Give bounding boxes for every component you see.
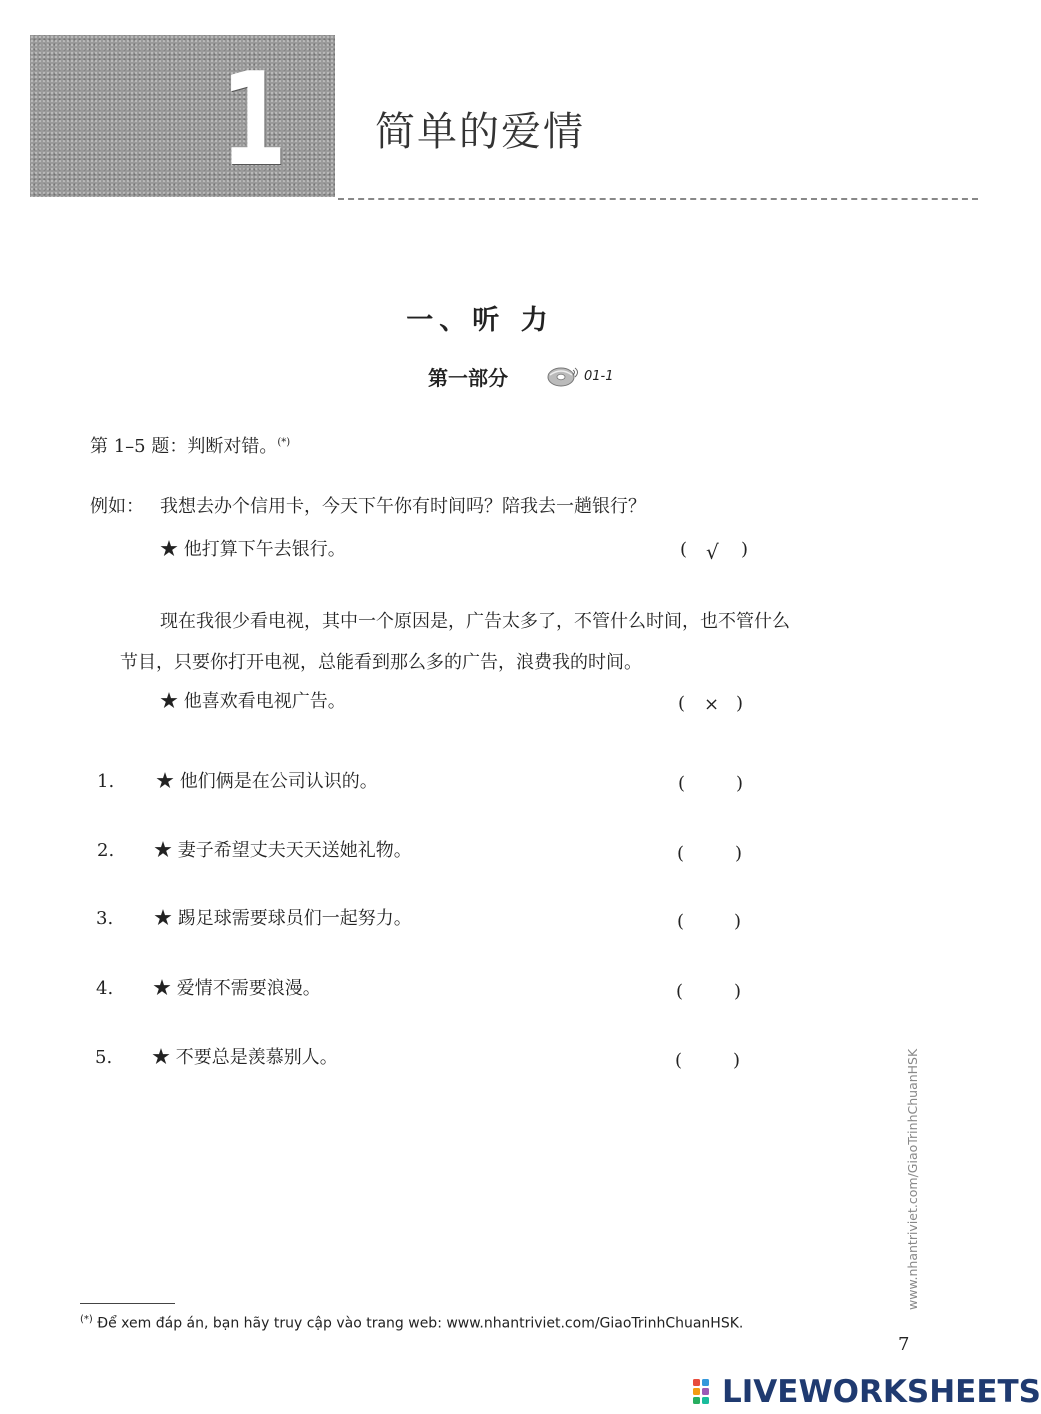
header-divider	[338, 198, 978, 200]
question-number: 1.	[97, 771, 115, 792]
answer-close-paren: )	[735, 843, 743, 864]
answer-slot-2[interactable]	[691, 838, 731, 868]
chapter-number-block	[30, 35, 335, 197]
question-number: 4.	[96, 978, 114, 999]
answer-close-paren: )	[734, 911, 742, 932]
footnote-mark: (*)	[277, 437, 291, 448]
liveworksheets-logo[interactable]	[692, 1374, 1041, 1410]
example2-answer-close: )	[736, 693, 744, 714]
question-statement: ★ 他们俩是在公司认识的。	[156, 771, 378, 792]
answer-open-paren: (	[678, 773, 686, 794]
instruction-text: 第 1–5 题：判断对错。	[90, 436, 278, 457]
footnote-text[interactable]: Để xem đáp án, bạn hãy truy cập vào trang web: www.nhantriviet.com/GiaoTrinhChuanHSK.	[92, 1315, 744, 1332]
example2-line2: 节目，只要你打开电视，总能看到那么多的广告，浪费我的时间。	[120, 652, 642, 673]
part-title: 第一部分	[428, 365, 508, 390]
footnote-marker: (*)	[80, 1314, 93, 1325]
answer-open-paren: (	[676, 981, 684, 1002]
section-heading: 一、听 力	[406, 305, 554, 336]
liveworksheets-logo-icon	[692, 1377, 718, 1407]
question-statement: ★ 踢足球需要球员们一起努力。	[154, 908, 412, 929]
audio-cd-icon[interactable]	[546, 364, 580, 388]
answer-open-paren: (	[677, 911, 685, 932]
example-label: 例如：	[90, 496, 144, 517]
answer-slot-4[interactable]	[690, 976, 730, 1006]
example2-answer-open: (	[678, 693, 686, 714]
footnote-divider	[80, 1303, 175, 1304]
example-answer-close: )	[741, 539, 749, 560]
question-statement: ★ 妻子希望丈夫天天送她礼物。	[154, 840, 412, 861]
answer-slot-5[interactable]	[689, 1045, 729, 1075]
question-statement: ★ 爱情不需要浪漫。	[153, 978, 321, 999]
example2-answer-cross: ×	[704, 694, 720, 715]
chapter-title: 简单的爱情	[375, 109, 585, 155]
question-number: 2.	[97, 840, 115, 861]
question-number: 5.	[95, 1047, 113, 1068]
part-header	[428, 360, 614, 392]
chapter-number: 1	[220, 46, 287, 195]
example2-statement: ★ 他喜欢看电视广告。	[160, 691, 346, 712]
answer-slot-3[interactable]	[691, 906, 731, 936]
answer-close-paren: )	[733, 1050, 741, 1071]
question-number: 3.	[96, 908, 114, 929]
page-number: 7	[898, 1334, 910, 1355]
example2-line1: 现在我很少看电视，其中一个原因是，广告太多了，不管什么时间，也不管什么	[160, 611, 790, 632]
example-answer-check: √	[706, 540, 719, 564]
example-answer-open: (	[680, 539, 688, 560]
answer-open-paren: (	[675, 1050, 683, 1071]
audio-track-code: 01-1	[584, 368, 614, 384]
answer-open-paren: (	[677, 843, 685, 864]
answer-close-paren: )	[736, 773, 744, 794]
footnote	[80, 1314, 743, 1332]
example-sentence: 我想去办个信用卡，今天下午你有时间吗？陪我去一趟银行？	[160, 496, 646, 517]
answer-slot-1[interactable]	[692, 768, 732, 798]
side-url: www.nhantriviet.com/GiaoTrinhChuanHSK	[905, 1048, 920, 1310]
answer-close-paren: )	[734, 981, 742, 1002]
instruction	[90, 430, 290, 460]
example-statement: ★ 他打算下午去银行。	[160, 539, 346, 560]
question-statement: ★ 不要总是羡慕别人。	[152, 1047, 338, 1068]
liveworksheets-logo-text: LIVEWORKSHEETS	[722, 1374, 1041, 1410]
